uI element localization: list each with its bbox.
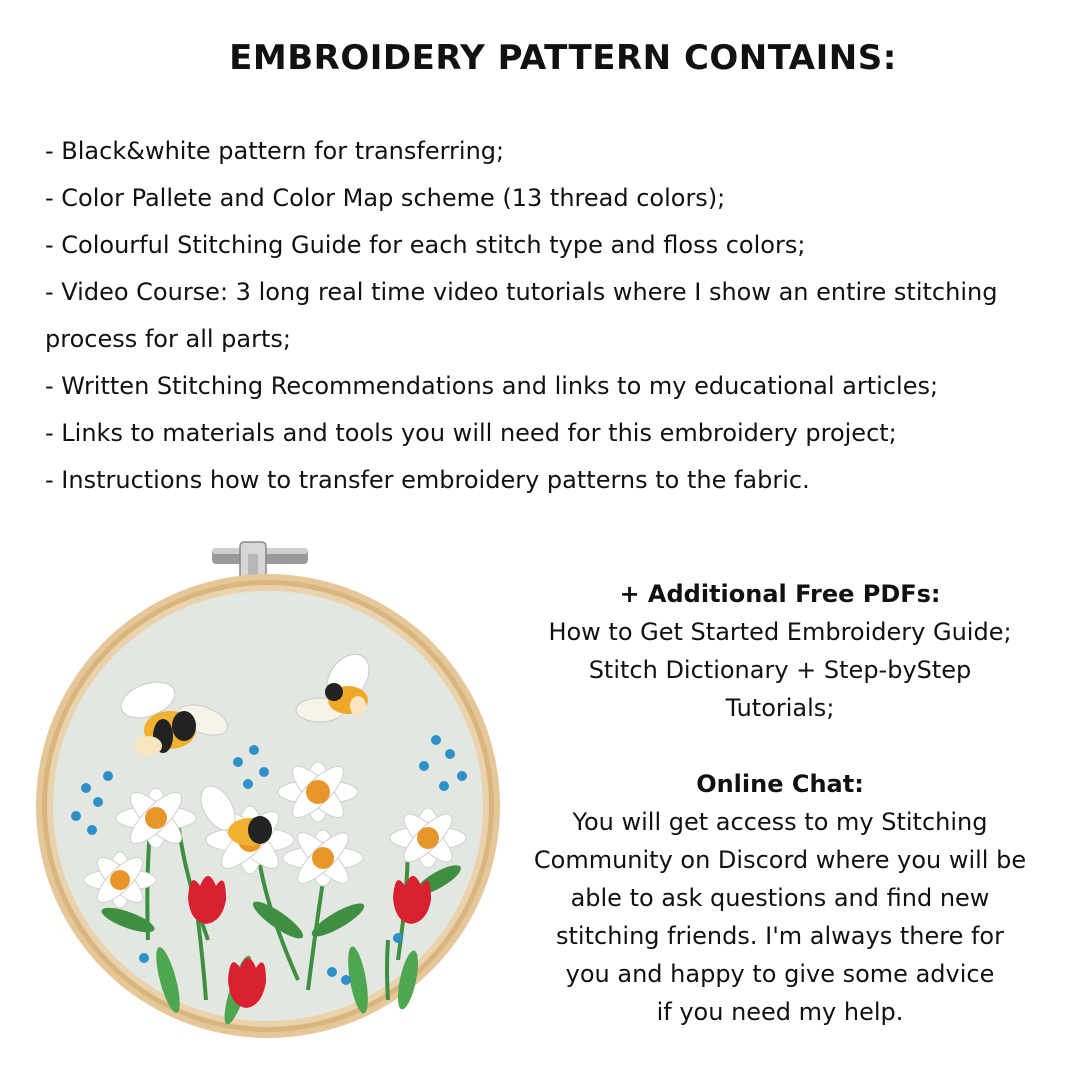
additional-heading: + Additional Free PDFs:	[619, 580, 941, 608]
page-title: EMBROIDERY PATTERN CONTAINS:	[229, 38, 897, 78]
list-item: - Written Stitching Recommendations and links to my educational articles;	[45, 372, 939, 400]
chat-line: Community on Discord where you will be	[533, 846, 1027, 874]
list-item: - Video Course: 3 long real time video tutorials where I show an entire stitching process for all parts;	[45, 278, 998, 353]
chat-heading: Online Chat:	[696, 770, 864, 798]
chat-line: you and happy to give some advice	[565, 960, 995, 988]
list-item: - Black&white pattern for transferring;	[45, 137, 505, 165]
chat-line: stitching friends. I'm always there for	[556, 922, 1004, 950]
additional-line: How to Get Started Embroidery Guide;	[548, 618, 1012, 646]
contents-list	[45, 128, 1065, 504]
spacer	[510, 727, 1050, 765]
list-item: - Colourful Stitching Guide for each stitch type and floss colors;	[45, 231, 806, 259]
list-item: - Color Pallete and Color Map scheme (13 thread colors);	[45, 184, 726, 212]
list-item: - Instructions how to transfer embroidery patterns to the fabric.	[45, 466, 810, 494]
chat-line: if you need my help.	[656, 998, 904, 1026]
fabric	[53, 591, 483, 1021]
embroidery-hoop-image	[28, 540, 508, 1040]
list-item: - Links to materials and tools you will need for this embroidery project;	[45, 419, 897, 447]
extras-block	[510, 575, 1050, 1031]
chat-line: You will get access to my Stitching	[572, 808, 988, 836]
chat-line: able to ask questions and find new	[570, 884, 990, 912]
additional-line: Tutorials;	[725, 694, 835, 722]
additional-line: Stitch Dictionary + Step-byStep	[588, 656, 972, 684]
